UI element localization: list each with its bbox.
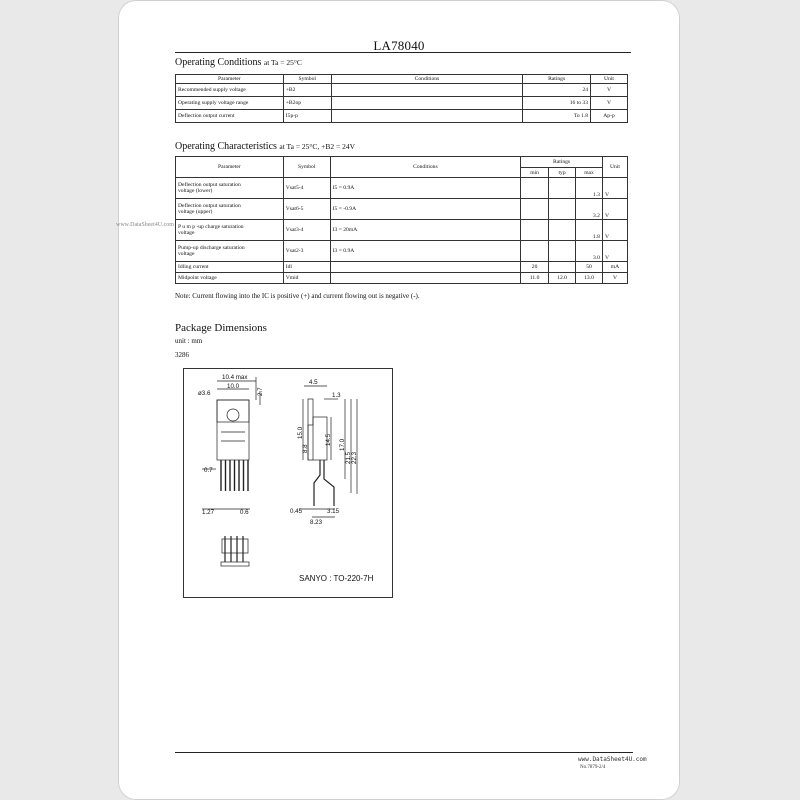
cell-symbol: Vmid bbox=[283, 273, 330, 284]
header-unit: Unit bbox=[591, 75, 628, 84]
cell-cond: I5 = -0.9A bbox=[330, 199, 520, 220]
cell-rating: 16 to 33 bbox=[523, 97, 591, 110]
cell-min bbox=[521, 220, 549, 241]
dim-150: 15.0 bbox=[297, 426, 304, 439]
cell-max: 50 bbox=[576, 262, 603, 273]
bottom-base bbox=[221, 562, 249, 566]
cell-symbol: Vsat3-4 bbox=[283, 220, 330, 241]
param-line2: voltage (lower) bbox=[178, 188, 213, 194]
operating-characteristics-title bbox=[175, 141, 355, 152]
param-line1: P u m p -up charge saturation bbox=[178, 224, 244, 230]
side-tab bbox=[308, 399, 313, 425]
dim-88: 8.8 bbox=[302, 444, 309, 453]
footer-page-number: No.7879-2/4 bbox=[580, 765, 606, 770]
package-code: 3286 bbox=[175, 351, 189, 359]
package-type-label: SANYO : TO-220-7H bbox=[299, 574, 374, 583]
param-line1: Pump-up discharge saturation bbox=[178, 245, 245, 251]
table-row bbox=[176, 199, 628, 220]
operating-characteristics-table bbox=[175, 156, 628, 284]
cell-typ bbox=[549, 241, 576, 262]
package-title: Package Dimensions bbox=[175, 322, 267, 334]
cell-param: Operating supply voltage range bbox=[176, 97, 284, 110]
table-row bbox=[176, 97, 628, 110]
cell-unit: V bbox=[602, 241, 627, 262]
front-leads bbox=[221, 460, 248, 491]
section-title-text: Operating Conditions bbox=[175, 57, 262, 68]
cell-unit: V bbox=[591, 97, 628, 110]
header-min: min bbox=[521, 168, 549, 178]
param-line2: voltage (upper) bbox=[178, 209, 213, 215]
cell-max: 13.0 bbox=[576, 273, 603, 284]
cell-symbol: +B2 bbox=[283, 84, 331, 97]
cell-typ bbox=[549, 220, 576, 241]
cell-cond bbox=[330, 273, 520, 284]
param-line2: voltage bbox=[178, 251, 195, 257]
cell-symbol: I5p-p bbox=[283, 110, 331, 123]
cell-unit: V bbox=[591, 84, 628, 97]
cell-cond bbox=[331, 97, 523, 110]
cell-unit: V bbox=[602, 273, 627, 284]
cell-symbol: Vsat6-5 bbox=[283, 199, 330, 220]
document-page bbox=[118, 0, 680, 800]
front-tab bbox=[217, 400, 249, 422]
bottom-leads bbox=[225, 536, 243, 562]
table-row bbox=[176, 178, 628, 199]
header-max: max bbox=[576, 168, 603, 178]
bottom-body bbox=[222, 539, 248, 553]
header-unit: Unit bbox=[602, 157, 627, 178]
watermark: www.DataSheet4U.com bbox=[116, 222, 174, 228]
table-row bbox=[176, 262, 628, 273]
title-rule bbox=[175, 52, 631, 53]
cell-min bbox=[521, 199, 549, 220]
param-line1: Deflection output saturation bbox=[178, 203, 241, 209]
cell-symbol: Vsat2-3 bbox=[283, 241, 330, 262]
table-row bbox=[176, 273, 628, 284]
dim-223: 22.3 bbox=[351, 451, 358, 464]
package-unit: unit : mm bbox=[175, 337, 203, 345]
table-row bbox=[176, 84, 628, 97]
cell-typ bbox=[549, 178, 576, 199]
table-row bbox=[176, 110, 628, 123]
cell-cond bbox=[331, 84, 523, 97]
table-row bbox=[176, 241, 628, 262]
dim-06: 0.6 bbox=[240, 509, 249, 516]
cell-param: Midpoint voltage bbox=[176, 273, 284, 284]
dim-823: 8.23 bbox=[310, 519, 323, 526]
header-conditions: Conditions bbox=[330, 157, 520, 178]
cell-typ bbox=[549, 199, 576, 220]
cell-unit: mA bbox=[602, 262, 627, 273]
dim-170: 17.0 bbox=[339, 438, 346, 451]
cell-param bbox=[176, 178, 284, 199]
cell-symbol: +B2op bbox=[283, 97, 331, 110]
table-row bbox=[176, 220, 628, 241]
cell-min: 20 bbox=[521, 262, 549, 273]
header-conditions: Conditions bbox=[331, 75, 523, 84]
cell-cond: I3 = 20mA bbox=[330, 220, 520, 241]
dim-w-max: 10.4 max bbox=[222, 374, 248, 381]
package-drawing bbox=[183, 368, 393, 598]
cell-typ bbox=[549, 262, 576, 273]
cell-cond bbox=[331, 110, 523, 123]
cell-param bbox=[176, 220, 284, 241]
footer-rule bbox=[175, 752, 633, 753]
section-subtitle: at Ta = 25°C bbox=[263, 58, 302, 67]
document-title: LA78040 bbox=[373, 38, 425, 53]
cell-cond: I3 = 0.9A bbox=[330, 241, 520, 262]
side-lead-2 bbox=[324, 460, 334, 506]
cell-param: Deflection output current bbox=[176, 110, 284, 123]
param-line2: voltage bbox=[178, 230, 195, 236]
header-ratings: Ratings bbox=[523, 75, 591, 84]
dim-hole: ø3.6 bbox=[198, 390, 211, 397]
cell-param bbox=[176, 199, 284, 220]
header-symbol: Symbol bbox=[283, 157, 330, 178]
section-title-text: Operating Characteristics bbox=[175, 141, 277, 152]
header-typ: typ bbox=[549, 168, 576, 178]
cell-param bbox=[176, 241, 284, 262]
dim-tab: 2.7 bbox=[257, 387, 264, 396]
cell-rating: 24 bbox=[523, 84, 591, 97]
current-note: Note: Current flowing into the IC is positive (+) and current flowing out is negative (-). bbox=[175, 292, 420, 300]
header-parameter: Parameter bbox=[176, 75, 284, 84]
dim-07: 0.7 bbox=[204, 467, 213, 474]
operating-conditions-table bbox=[175, 74, 628, 123]
cell-max: 3.2 bbox=[576, 199, 603, 220]
package-drawing-svg bbox=[184, 369, 392, 597]
side-outline bbox=[308, 425, 313, 460]
cell-symbol: Vsat5-4 bbox=[283, 178, 330, 199]
cell-max: 3.0 bbox=[576, 241, 603, 262]
side-lead-1 bbox=[314, 460, 320, 506]
cell-max: 1.8 bbox=[576, 220, 603, 241]
footer-logo: www.DataSheet4U.com bbox=[578, 756, 647, 763]
cell-max: 1.3 bbox=[576, 178, 603, 199]
dim-127: 1.27 bbox=[202, 509, 215, 516]
dim-145: 14.5 bbox=[325, 433, 332, 446]
dim-w: 10.0 bbox=[227, 383, 240, 390]
mounting-hole bbox=[227, 409, 239, 421]
section-subtitle: at Ta = 25°C, +B2 = 24V bbox=[279, 142, 356, 151]
cell-typ: 12.0 bbox=[549, 273, 576, 284]
cell-cond: I5 = 0.9A bbox=[330, 178, 520, 199]
dim-215: 21.5 bbox=[345, 451, 352, 464]
cell-unit: V bbox=[602, 199, 627, 220]
dim-45: 4.5 bbox=[309, 379, 318, 386]
cell-param: Recommended supply voltage bbox=[176, 84, 284, 97]
param-line1: Deflection output saturation bbox=[178, 182, 241, 188]
cell-symbol: Idl bbox=[283, 262, 330, 273]
cell-unit: Ap-p bbox=[591, 110, 628, 123]
dim-315: 3.15 bbox=[327, 508, 340, 515]
cell-min bbox=[521, 178, 549, 199]
cell-cond bbox=[330, 262, 520, 273]
header-ratings: Ratings bbox=[521, 157, 603, 168]
cell-param: Idling current bbox=[176, 262, 284, 273]
cell-unit: V bbox=[602, 220, 627, 241]
operating-conditions-title bbox=[175, 57, 302, 68]
cell-unit: V bbox=[602, 178, 627, 199]
dim-13: 1.3 bbox=[332, 392, 341, 399]
dim-045: 0.45 bbox=[290, 508, 303, 515]
header-parameter: Parameter bbox=[176, 157, 284, 178]
cell-min: 11.0 bbox=[521, 273, 549, 284]
cell-min bbox=[521, 241, 549, 262]
cell-rating: To 1.8 bbox=[523, 110, 591, 123]
header-symbol: Symbol bbox=[283, 75, 331, 84]
